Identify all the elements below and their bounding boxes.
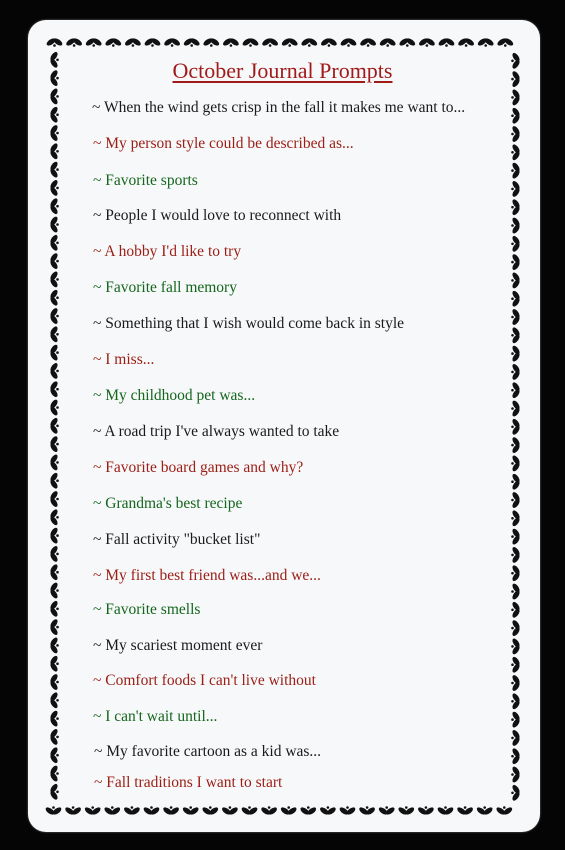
leaf-ornament	[64, 806, 82, 816]
leaf-ornament	[183, 37, 201, 47]
leaf-ornament	[49, 142, 59, 160]
prompt-item: ~ Favorite smells	[93, 601, 201, 618]
leaf-ornament	[49, 783, 59, 801]
leaf-ornament	[511, 784, 521, 802]
leaf-ornament	[49, 380, 59, 398]
leaf-ornament	[511, 473, 521, 491]
leaf-ornament	[49, 581, 59, 599]
leaf-ornament	[496, 37, 514, 47]
prompt-item: ~ A hobby I'd like to try	[93, 243, 242, 260]
leaf-ornament	[300, 37, 318, 47]
leaf-ornament	[511, 582, 521, 600]
leaf-ornament	[338, 806, 356, 816]
leaf-ornament	[49, 106, 59, 124]
prompt-item: ~ Favorite sports	[93, 172, 198, 189]
leaf-ornament	[123, 806, 141, 816]
leaf-ornament	[65, 37, 83, 47]
leaf-ornament	[222, 37, 240, 47]
leaf-ornament	[476, 806, 494, 816]
leaf-ornament	[49, 161, 59, 179]
leaf-ornament	[49, 344, 59, 362]
leaf-ornament	[241, 37, 259, 47]
leaf-ornament	[49, 215, 59, 233]
leaf-ornament	[261, 37, 279, 47]
leaf-ornament	[281, 37, 299, 47]
prompt-item: ~ Favorite fall memory	[93, 279, 237, 296]
leaf-ornament	[417, 806, 435, 816]
leaf-ornament	[511, 765, 521, 783]
leaf-ornament	[359, 37, 377, 47]
leaf-ornament	[511, 308, 521, 326]
leaf-ornament	[511, 637, 521, 655]
prompt-item: ~ People I would love to reconnect with	[93, 207, 342, 224]
leaf-ornament	[201, 806, 219, 816]
leaf-ornament	[511, 674, 521, 692]
leaf-ornament	[124, 37, 142, 47]
prompt-item: ~ I can't wait until...	[93, 708, 218, 725]
leaf-ornament	[511, 601, 521, 619]
leaf-ornament	[49, 746, 59, 764]
leaf-ornament	[49, 179, 59, 197]
leaf-ornament	[84, 806, 102, 816]
prompt-item: ~ When the wind gets crisp in the fall it makes me want to...	[92, 99, 466, 116]
leaf-ornament	[511, 162, 521, 180]
leaf-ornament	[85, 37, 103, 47]
leaf-ornament	[45, 37, 63, 47]
leaf-ornament	[457, 37, 475, 47]
leaf-ornament	[49, 710, 59, 728]
leaf-ornament	[49, 545, 59, 563]
prompt-item: ~ My childhood pet was...	[93, 387, 256, 404]
leaf-ornament	[49, 124, 59, 142]
leaf-ornament	[49, 270, 59, 288]
leaf-ornament	[49, 527, 59, 545]
leaf-ornament	[436, 806, 454, 816]
leaf-ornament	[511, 216, 521, 234]
leaf-ornament	[511, 528, 521, 546]
leaf-ornament	[511, 546, 521, 564]
leaf-ornament	[511, 235, 521, 253]
page-title: October Journal Prompts	[172, 58, 393, 83]
leaf-ornament	[378, 806, 396, 816]
leaf-ornament	[511, 345, 521, 363]
leaf-ornament	[49, 600, 59, 618]
leaf-ornament	[49, 325, 59, 343]
leaf-ornament	[339, 37, 357, 47]
leaf-ornament	[49, 417, 59, 435]
leaf-ornament	[49, 435, 59, 453]
leaf-ornament	[511, 418, 521, 436]
leaf-ornament	[103, 806, 121, 816]
leaf-ornament	[221, 806, 239, 816]
leaf-ornament	[477, 37, 495, 47]
prompt-item: ~ My person style could be described as...	[93, 135, 354, 152]
leaf-ornament	[511, 180, 521, 198]
leaf-ornament	[49, 618, 59, 636]
leaf-ornament	[49, 655, 59, 673]
leaf-ornament	[49, 673, 59, 691]
leaf-ornament	[511, 88, 521, 106]
leaf-ornament	[280, 806, 298, 816]
leaf-ornament	[511, 198, 521, 216]
leaf-ornament	[358, 806, 376, 816]
prompt-item: ~ Comfort foods I can't live without	[93, 672, 316, 689]
leaf-ornament	[511, 692, 521, 710]
leaf-ornament	[511, 107, 521, 125]
leaf-ornament	[511, 326, 521, 344]
leaf-ornament	[511, 271, 521, 289]
leaf-ornament	[511, 509, 521, 527]
leaf-ornament	[456, 806, 474, 816]
leaf-ornament	[379, 37, 397, 47]
leaf-ornament	[511, 363, 521, 381]
leaf-ornament	[299, 806, 317, 816]
leaf-ornament	[511, 656, 521, 674]
leaf-ornament	[418, 37, 436, 47]
leaf-ornament	[49, 362, 59, 380]
leaf-ornament	[49, 490, 59, 508]
leaf-ornament	[49, 197, 59, 215]
leaf-ornament	[319, 806, 337, 816]
prompt-item: ~ I miss...	[93, 351, 155, 368]
leaf-ornament	[49, 563, 59, 581]
leaf-ornament	[511, 381, 521, 399]
leaf-ornament	[49, 252, 59, 270]
leaf-ornament	[49, 307, 59, 325]
leaf-ornament	[511, 290, 521, 308]
leaf-ornament	[511, 143, 521, 161]
leaf-ornament	[49, 508, 59, 526]
leaf-ornament	[511, 436, 521, 454]
leaf-ornament	[511, 747, 521, 765]
leaf-ornament	[511, 564, 521, 582]
prompt-item: ~ My scariest moment ever	[93, 637, 263, 654]
leaf-ornament	[495, 806, 513, 816]
leaf-ornament	[511, 729, 521, 747]
prompt-item: ~ My first best friend was...and we...	[93, 567, 321, 584]
leaf-ornament	[44, 806, 62, 816]
leaf-ornament	[49, 87, 59, 105]
leaf-ornament	[162, 806, 180, 816]
leaf-ornament	[398, 37, 416, 47]
leaf-ornament	[202, 37, 220, 47]
leaf-ornament	[143, 37, 161, 47]
leaf-ornament	[511, 399, 521, 417]
leaf-ornament	[437, 37, 455, 47]
leaf-ornament	[260, 806, 278, 816]
leaf-ornament	[511, 619, 521, 637]
prompt-item: ~ Fall activity "bucket list"	[93, 531, 261, 548]
prompt-item: ~ Fall traditions I want to start	[94, 774, 283, 791]
leaf-ornament	[49, 234, 59, 252]
leaf-ornament	[142, 806, 160, 816]
leaf-ornament	[182, 806, 200, 816]
leaf-ornament	[49, 453, 59, 471]
leaf-ornament	[511, 253, 521, 271]
prompt-item: ~ My favorite cartoon as a kid was...	[94, 743, 322, 760]
prompt-item: ~ Something that I wish would come back in style	[93, 315, 405, 332]
prompt-item: ~ A road trip I've always wanted to take	[93, 423, 340, 440]
leaf-ornament	[49, 289, 59, 307]
leaf-ornament	[49, 764, 59, 782]
leaf-ornament	[49, 636, 59, 654]
leaf-ornament	[49, 728, 59, 746]
leaf-ornament	[397, 806, 415, 816]
leaf-ornament	[511, 491, 521, 509]
leaf-ornament	[240, 806, 258, 816]
leaf-ornament	[49, 691, 59, 709]
leaf-ornament	[511, 454, 521, 472]
leaf-ornament	[104, 37, 122, 47]
leaf-ornament	[511, 125, 521, 143]
prompt-item: ~ Grandma's best recipe	[93, 495, 243, 512]
leaf-ornament	[49, 398, 59, 416]
leaf-ornament	[320, 37, 338, 47]
leaf-ornament	[49, 472, 59, 490]
prompt-item: ~ Favorite board games and why?	[93, 459, 304, 476]
leaf-ornament	[163, 37, 181, 47]
leaf-ornament	[511, 711, 521, 729]
